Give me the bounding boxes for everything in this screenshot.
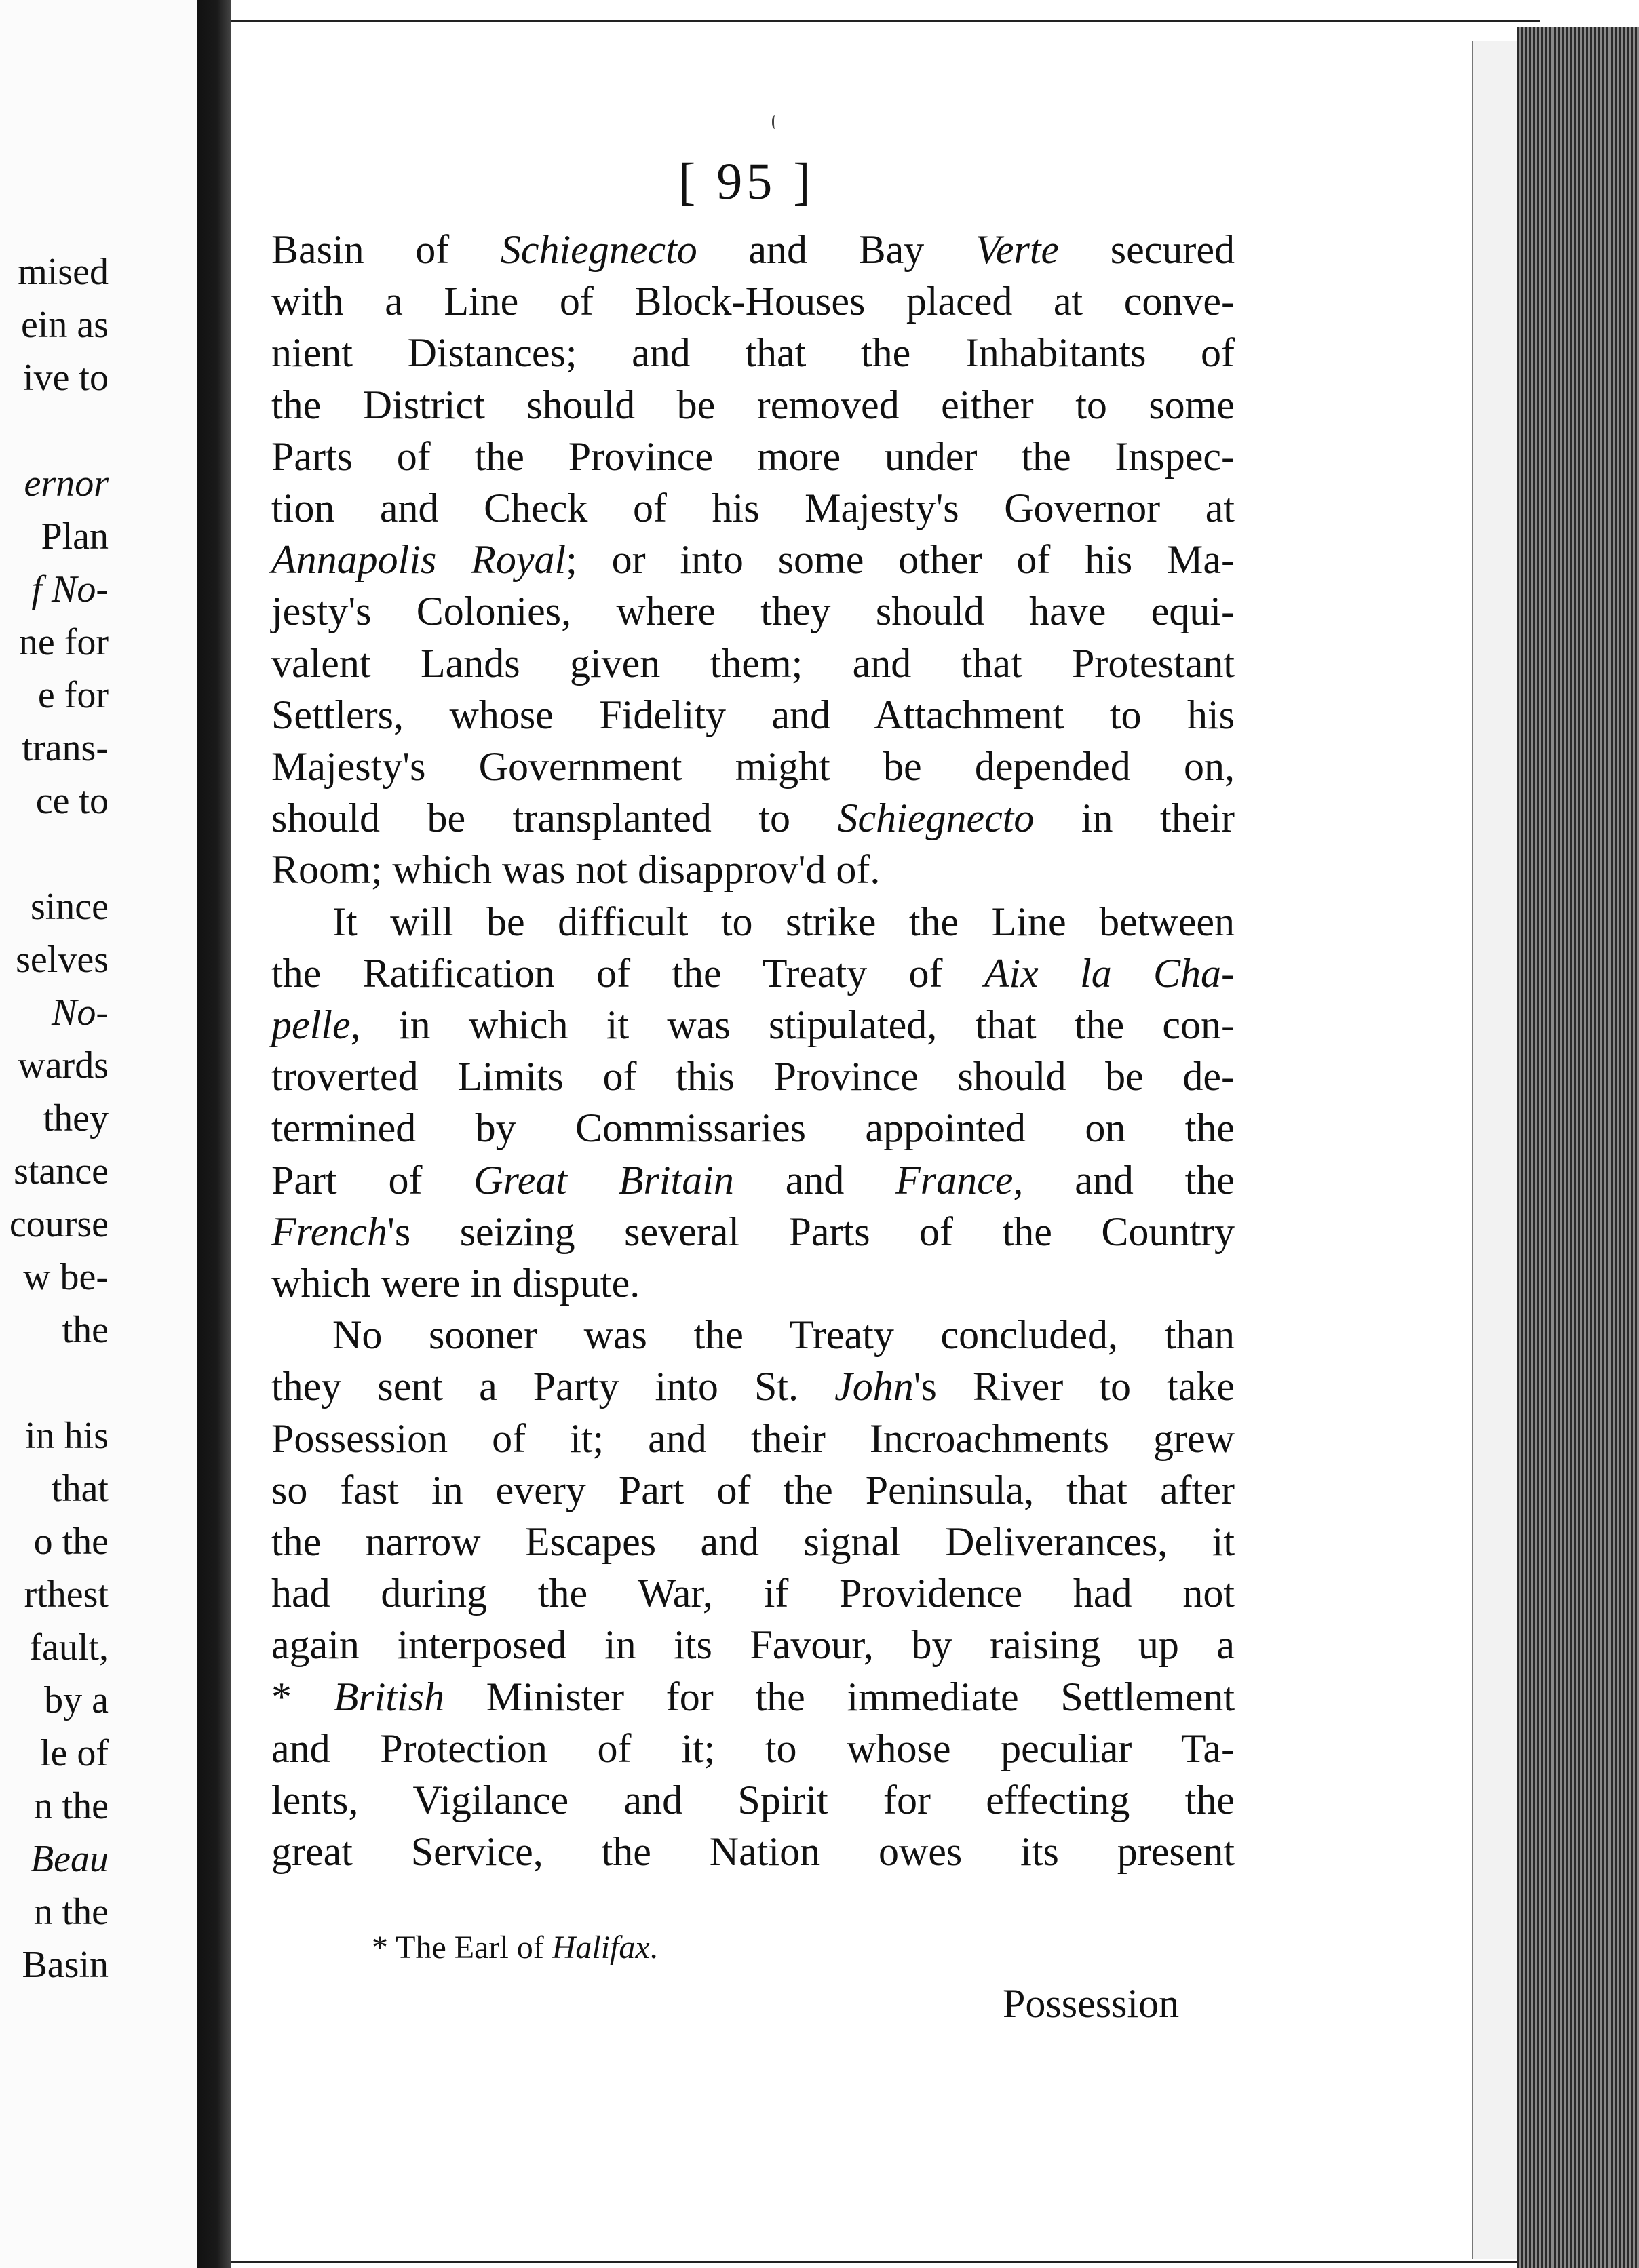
- left-page-line: in his: [25, 1415, 109, 1457]
- text-run: so fast in every Part of the Peninsula, that after: [271, 1467, 1235, 1512]
- text-line: [271, 792, 1235, 844]
- text-line: [271, 844, 1235, 895]
- left-page-line: fault,: [29, 1626, 109, 1668]
- left-page-line: n the: [33, 1785, 109, 1827]
- left-page-line: le of: [39, 1732, 109, 1774]
- text-run: again interposed in its Favour, by raising up a: [271, 1622, 1235, 1668]
- left-page-line: ive to: [23, 357, 109, 399]
- left-page-line: course: [9, 1203, 109, 1245]
- text-run: , in which it was stipulated, that the con-: [350, 1002, 1235, 1048]
- text-run: termined by Commissaries appointed on the: [271, 1106, 1235, 1151]
- text-run: Parts of the Province more under the Inspec-: [271, 433, 1235, 479]
- left-page-line: f No-: [31, 568, 109, 610]
- text-line: [271, 327, 1235, 378]
- text-run: the narrow Escapes and signal Deliverances, it: [271, 1519, 1235, 1565]
- left-page-line: No-: [52, 992, 109, 1034]
- text-run: It will be difficult to strike the Line between: [332, 899, 1235, 944]
- italic-run: Schiegnecto: [500, 227, 697, 272]
- text-line: [271, 1257, 1235, 1309]
- italic-run: John: [834, 1364, 914, 1409]
- text-run: Majesty's Government might be depended on,: [271, 744, 1235, 789]
- text-run: secured: [1059, 227, 1235, 272]
- left-page-line: Plan: [41, 515, 109, 558]
- left-page-line: mised: [18, 251, 109, 293]
- page-edge-inner: [1472, 41, 1521, 2259]
- text-run: .: [649, 1930, 658, 1966]
- italic-run: Schiegnecto: [837, 796, 1035, 841]
- body-text: [271, 224, 1235, 1878]
- left-page-line: [0, 404, 109, 457]
- page-number: [ 95 ]: [678, 153, 815, 210]
- text-line: [271, 638, 1235, 689]
- text-run: should be transplanted to: [271, 796, 838, 841]
- left-page-line: rthest: [24, 1573, 109, 1616]
- text-run: and Bay: [697, 227, 976, 272]
- text-run: *: [271, 1674, 334, 1719]
- text-run: Room; which was not disapprov'd of.: [271, 847, 881, 893]
- text-run: Settlers, whose Fidelity and Attachment to his: [271, 692, 1235, 737]
- text-line: [271, 1567, 1235, 1619]
- text-run: , and the: [1013, 1157, 1235, 1203]
- text-line: [271, 1309, 1235, 1361]
- text-line: [271, 1206, 1235, 1257]
- italic-run: Verte: [975, 227, 1060, 272]
- text-run: troverted Limits of this Province should be de-: [271, 1054, 1235, 1099]
- text-run: lents, Vigilance and Spirit for effecting the: [271, 1778, 1235, 1823]
- text-run: nient Distances; and that the Inhabitants of: [271, 330, 1235, 376]
- text-line: [271, 1826, 1235, 1877]
- text-run: and: [733, 1157, 896, 1203]
- text-run: Basin of: [271, 227, 501, 272]
- text-run: which were in dispute.: [271, 1261, 640, 1306]
- italic-run: pelle: [271, 1002, 351, 1048]
- italic-run: France: [895, 1157, 1014, 1203]
- text-run: they sent a Party into St.: [271, 1364, 835, 1409]
- text-line: [271, 1102, 1235, 1154]
- left-page-text: [0, 246, 109, 1991]
- text-run: great Service, the Nation owes its present: [271, 1829, 1235, 1875]
- left-page-line: w be-: [23, 1256, 109, 1298]
- left-page-line: Basin: [22, 1944, 109, 1986]
- text-line: [271, 1464, 1235, 1516]
- left-page-line: ein as: [20, 304, 109, 346]
- text-run: tion and Check of his Majesty's Governor at: [271, 486, 1235, 531]
- catchword: Possession: [1003, 1981, 1180, 2026]
- left-page-line: they: [43, 1097, 109, 1139]
- text-line: [271, 1619, 1235, 1670]
- left-page-line: selves: [16, 939, 109, 981]
- text-run: Part of: [271, 1157, 474, 1203]
- italic-run: French: [271, 1209, 388, 1254]
- text-run: ; or into some other of his Ma-: [566, 537, 1235, 583]
- left-facing-page: [0, 0, 199, 2268]
- left-page-line: ce to: [35, 780, 109, 822]
- text-run: * The Earl of: [372, 1930, 552, 1966]
- book-gutter: [197, 0, 231, 2268]
- italic-run: British: [333, 1674, 445, 1719]
- text-run: in their: [1034, 796, 1235, 841]
- text-line: [271, 1361, 1235, 1412]
- text-line: [271, 224, 1235, 275]
- text-line: [271, 482, 1235, 534]
- text-run: with a Line of Block-Houses placed at conve-: [271, 279, 1235, 324]
- italic-run: Great Britain: [474, 1157, 734, 1203]
- left-page-line: ne for: [18, 621, 109, 663]
- text-line: [271, 947, 1235, 999]
- ink-mark: [772, 115, 779, 129]
- text-run: No sooner was the Treaty concluded, than: [332, 1312, 1235, 1358]
- text-run: 's seizing several Parts of the Country: [387, 1209, 1235, 1254]
- italic-run: Halifax: [552, 1930, 650, 1966]
- text-run: 's River to take: [913, 1364, 1235, 1409]
- left-page-line: the: [62, 1309, 109, 1351]
- text-line: [271, 431, 1235, 482]
- text-run: valent Lands given them; and that Protestant: [271, 640, 1235, 686]
- text-line: [271, 999, 1235, 1051]
- left-page-line: by a: [44, 1679, 109, 1721]
- left-page-line: Beau: [30, 1838, 109, 1880]
- text-run: and Protection of it; to whose peculiar Ta-: [271, 1725, 1235, 1771]
- text-run: the Ratification of the Treaty of: [271, 950, 984, 996]
- left-page-line: n the: [33, 1891, 109, 1933]
- text-run: Minister for the immediate Settlement: [444, 1674, 1235, 1719]
- text-line: [271, 741, 1235, 792]
- text-line: [271, 1723, 1235, 1774]
- left-page-line: o the: [33, 1521, 109, 1563]
- left-page-line: e for: [37, 674, 109, 716]
- text-run: jesty's Colonies, where they should have equi-: [271, 589, 1235, 634]
- footnote: [372, 1929, 658, 1966]
- left-page-line: ernor: [24, 463, 109, 505]
- left-page-line: [0, 1356, 109, 1409]
- text-line: [271, 379, 1235, 431]
- text-line: [271, 896, 1235, 947]
- italic-run: Aix la Cha-: [984, 950, 1235, 996]
- text-line: [271, 1154, 1235, 1206]
- text-run: had during the War, if Providence had not: [271, 1571, 1235, 1616]
- text-line: [271, 534, 1235, 585]
- left-page-line: trans-: [22, 727, 109, 769]
- book-page-edges: [1517, 27, 1639, 2268]
- text-line: [271, 1671, 1235, 1723]
- text-line: [271, 689, 1235, 741]
- left-page-line: that: [52, 1468, 109, 1510]
- left-page-line: wards: [18, 1044, 109, 1087]
- text-line: [271, 1774, 1235, 1826]
- text-line: [271, 275, 1235, 327]
- left-page-line: since: [30, 886, 109, 928]
- text-line: [271, 585, 1235, 637]
- italic-run: Annapolis Royal: [271, 537, 566, 583]
- text-line: [271, 1516, 1235, 1567]
- text-run: the District should be removed either to some: [271, 382, 1235, 427]
- left-page-line: [0, 827, 109, 880]
- left-page-line: stance: [14, 1150, 109, 1192]
- text-line: [271, 1413, 1235, 1464]
- text-run: Possession of it; and their Incroachments grew: [271, 1415, 1235, 1461]
- text-line: [271, 1051, 1235, 1102]
